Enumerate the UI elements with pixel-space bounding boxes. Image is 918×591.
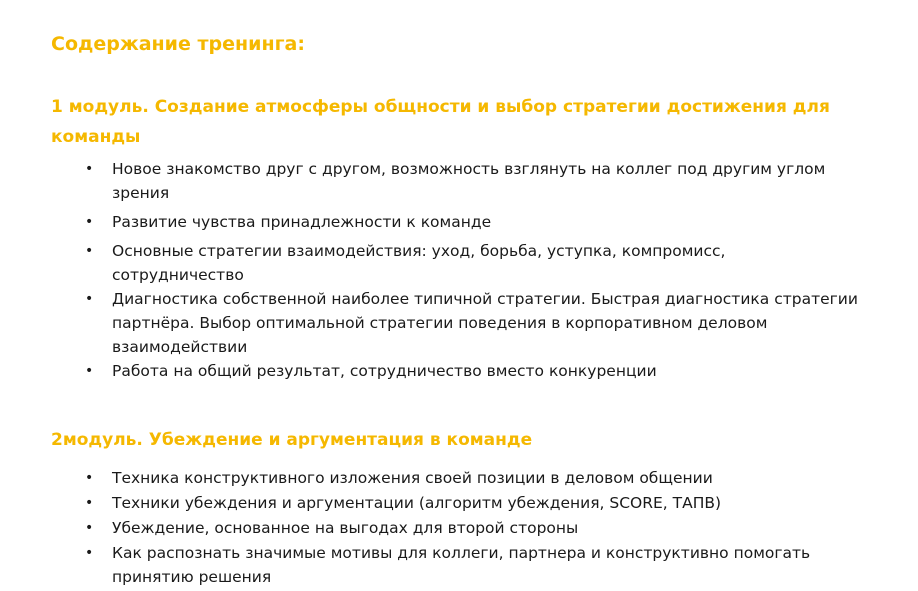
- list-item-text: Как распознать значимые мотивы для коллеги, партнера и конструктивно помогать принятию решения: [112, 544, 811, 586]
- list-item-text: Работа на общий результат, сотрудничество вместо конкуренции: [112, 362, 657, 380]
- list-item: [0, 541, 860, 589]
- list-item-text: Основные стратегии взаимодействия: уход, борьба, уступка, компромисс, сотрудничество: [112, 242, 726, 284]
- list-item-text: Убеждение, основанное на выгодах для второй стороны: [112, 519, 579, 537]
- module-1-list: [0, 157, 860, 386]
- list-item: [0, 210, 860, 234]
- list-item: [0, 466, 860, 490]
- list-item: [0, 516, 860, 540]
- list-item-text: Развитие чувства принадлежности к команде: [112, 213, 492, 231]
- list-item: [0, 491, 860, 515]
- list-item: [0, 287, 860, 359]
- bullet-icon: •: [85, 470, 94, 486]
- module-2-list: [0, 466, 860, 590]
- module-2-heading: 2модуль. Убеждение и аргументация в команде: [51, 430, 533, 450]
- bullet-icon: •: [85, 214, 94, 230]
- page-title: Содержание тренинга:: [51, 33, 305, 55]
- bullet-icon: •: [85, 161, 94, 177]
- bullet-icon: •: [85, 520, 94, 536]
- list-item: [0, 239, 860, 287]
- list-item: [0, 157, 860, 205]
- list-item: [0, 359, 860, 383]
- list-item-text: Новое знакомство друг с другом, возможность взглянуть на коллег под другим углом зрения: [112, 160, 826, 202]
- list-item-text: Техника конструктивного изложения своей позиции в деловом общении: [112, 469, 713, 487]
- bullet-icon: •: [85, 495, 94, 511]
- bullet-icon: •: [85, 363, 94, 379]
- bullet-icon: •: [85, 243, 94, 259]
- bullet-icon: •: [85, 291, 94, 307]
- list-item-text: Техники убеждения и аргументации (алгоритм убеждения, SCORE, ТАПВ): [112, 494, 722, 512]
- bullet-icon: •: [85, 545, 94, 561]
- list-item-text: Диагностика собственной наиболее типичной стратегии. Быстрая диагностика стратегии партнёра. Выбор оптимальной стратегии поведения в корпоративном деловом взаимодействии: [112, 290, 858, 356]
- module-1-heading: 1 модуль. Создание атмосферы общности и выбор стратегии достижения для команды: [51, 97, 830, 147]
